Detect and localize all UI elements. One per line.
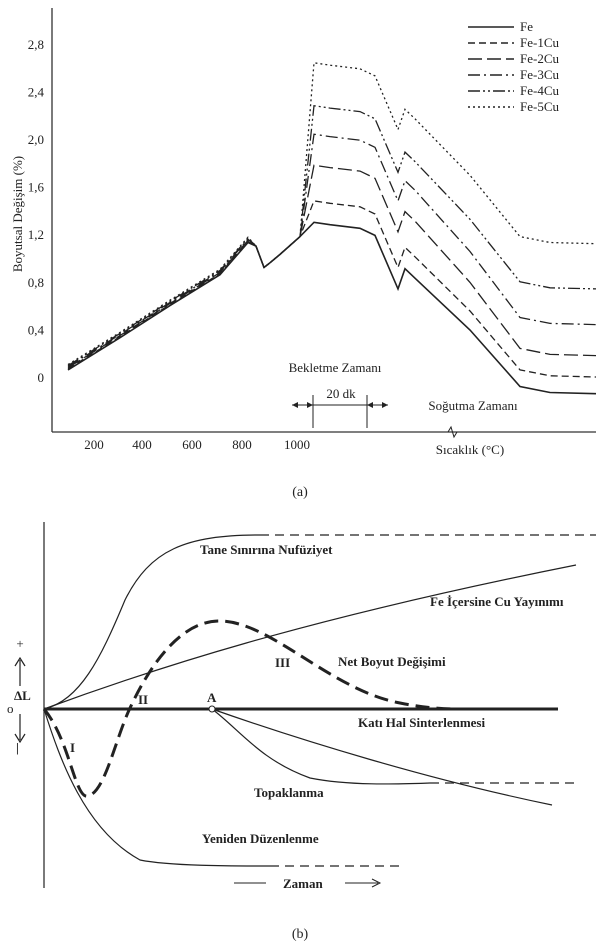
b-y-axis-label: ΔL — [14, 688, 31, 703]
a-y-tick: 1,2 — [27, 227, 44, 243]
stage-i-label: I — [70, 740, 76, 755]
b-time-arrow-icon — [345, 879, 380, 887]
b-label-yeniden: Yeniden Düzenlenme — [202, 831, 319, 846]
b-x-axis-label: Zaman — [283, 876, 323, 891]
a-x-tick-labels — [84, 437, 310, 452]
hold-duration-label: 20 dk — [326, 386, 356, 401]
b-down-arrow-icon — [15, 714, 25, 742]
b-minus-label: | — [16, 740, 19, 755]
hold-time-label: Bekletme Zamanı — [288, 360, 382, 375]
b-curve-cu-yayinimi — [44, 565, 576, 709]
b-label-cu-yayinimi: Fe İçersine Cu Yayınımı — [430, 594, 564, 609]
a-y-tick: 0,4 — [27, 322, 44, 338]
b-up-arrow-icon — [15, 658, 25, 686]
a-y-tick-labels — [28, 37, 45, 385]
a-y-axis-label: Boyutsal Değişim (%) — [10, 155, 25, 273]
b-plus-label: + — [16, 636, 24, 651]
a-legend-label: Fe — [520, 19, 533, 34]
a-legend-label: Fe-4Cu — [520, 83, 559, 98]
caption-a: (a) — [292, 485, 308, 500]
a-series-line — [68, 106, 596, 366]
a-legend-label: Fe-5Cu — [520, 99, 559, 114]
a-y-tick: 2,4 — [27, 84, 44, 100]
a-x-axis-label: Sıcaklık (°C) — [435, 442, 505, 457]
caption-b: (b) — [291, 927, 309, 942]
a-series-lines — [68, 63, 596, 394]
b-label-topaklanma: Topaklanma — [254, 785, 324, 800]
b-origin-label: o — [7, 701, 14, 716]
a-y-tick: 0,8 — [27, 274, 44, 290]
point-a-label: A — [207, 690, 217, 705]
a-legend — [468, 19, 560, 114]
a-series-line — [68, 201, 596, 377]
b-label-tane-siniri: Tane Sınırına Nufüziyet — [200, 542, 333, 557]
b-label-net-boyut: Net Boyut Değişimi — [338, 654, 446, 669]
a-legend-label: Fe-1Cu — [520, 35, 559, 50]
a-y-tick: 0 — [37, 370, 44, 385]
a-legend-label: Fe-3Cu — [520, 67, 559, 82]
cooling-time-label: Soğutma Zamanı — [428, 398, 518, 413]
a-series-line — [68, 165, 596, 368]
a-y-tick: 1,6 — [27, 179, 44, 195]
panel-b — [7, 522, 596, 942]
a-x-tick: 600 — [182, 437, 202, 452]
a-legend-label: Fe-2Cu — [520, 51, 559, 66]
b-label-katihal: Katı Hal Sinterlenmesi — [358, 715, 486, 730]
a-series-line — [68, 134, 596, 366]
point-a-marker — [209, 706, 215, 712]
a-y-tick: 2,0 — [27, 132, 44, 147]
stage-iii-label: III — [275, 655, 291, 670]
a-y-tick: 2,8 — [27, 36, 44, 52]
stage-ii-label: II — [138, 692, 149, 707]
a-x-tick: 400 — [132, 437, 152, 452]
a-x-tick: 1000 — [284, 437, 310, 452]
a-x-tick: 800 — [232, 437, 252, 452]
panel-a — [10, 8, 596, 500]
a-x-tick: 200 — [84, 437, 104, 452]
